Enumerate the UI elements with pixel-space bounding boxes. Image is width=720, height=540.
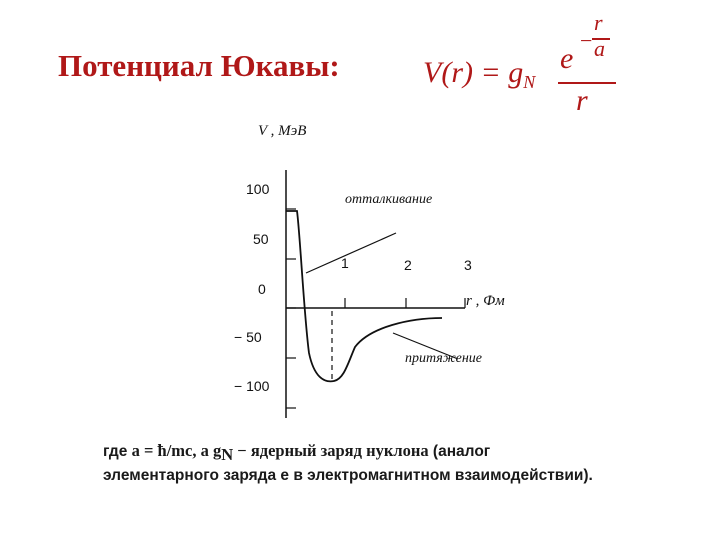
x-tick-label: 2 — [404, 257, 412, 273]
formula-denominator: r — [576, 84, 588, 117]
x-axis-label: r , Фм — [466, 293, 505, 309]
caption-part2: a = ħ/mc, a g — [131, 441, 222, 460]
repulsion-label: отталкивание — [345, 192, 433, 207]
formula-lhs — [423, 56, 535, 93]
y-tick-label: 50 — [253, 231, 269, 247]
y-tick-label: 0 — [258, 281, 266, 297]
attraction-label: притяжение — [405, 351, 482, 366]
slide-title: Потенциал Юкавы: — [58, 48, 340, 83]
repulsion-line — [306, 233, 396, 273]
caption-part4: (аналог элементарного заряда е в электромагнитном взаимодействии). — [103, 443, 593, 485]
y-axis-label: V , МэВ — [258, 123, 307, 139]
formula-exp-denominator: a — [594, 36, 605, 61]
formula-exp-base: e — [560, 42, 574, 75]
caption-part1: где — [103, 443, 132, 460]
potential-graph — [220, 115, 520, 430]
caption — [103, 440, 603, 486]
formula-exponent — [580, 12, 614, 62]
formula-lhs-main: V(r) = g — [423, 56, 524, 89]
formula-exp-sign: − — [580, 28, 593, 53]
yukawa-formula — [420, 10, 630, 120]
caption-part3: − ядерный заряд нуклона — [233, 441, 429, 460]
y-tick-label: − 50 — [234, 329, 262, 345]
formula-lhs-sub: N — [523, 72, 536, 92]
y-tick-label: 100 — [246, 181, 270, 197]
x-tick-label: 3 — [464, 257, 472, 273]
x-tick-label: 1 — [341, 255, 349, 271]
formula-exp-numerator: r — [594, 10, 603, 35]
y-tick-label: − 100 — [234, 378, 270, 394]
caption-sub: N — [221, 445, 234, 465]
